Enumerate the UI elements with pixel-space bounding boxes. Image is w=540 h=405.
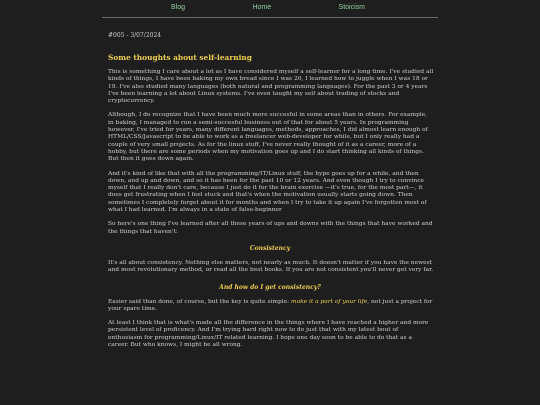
paragraph-6 (108, 299, 434, 314)
paragraph-2: Although, I do recognize that I have been much more succesful in some areas than in others. For example, in baking, I managed to run a semi-succesful business out of that for about 5 years. In programming however, I've tried for years, many different languages, methods, approaches, I did almost learn enough of HTML/CSS/Javascript to be able to work as a freelancer web-developer for while, but I only really had a couple of very small projects. As for the linux stuff, I've never really thought of it as a career, more of a hobby, but there are some periods when my motivation goes up and I do start thinking all kinds of things. But then it goes down again. (108, 112, 428, 163)
paragraph-6-end: , not just a project for your spare time. (108, 298, 433, 312)
paragraph-6-start: Easier said than done, of course, but the key is quite simple: (108, 298, 291, 305)
top-nav (102, 0, 438, 18)
paragraph-5: It's all about consistency. Nothing else matters, not nearly as much. It doesn't matter if you have the newest and most revolutionary method, or read all the best books. If you are not consistent you'll never get very far. (108, 259, 434, 274)
paragraph-3: And it's kind of like that with all the programming/IT/Linux stuff, the hype goes up for a while, and then down, and up and down, and so it has been for the past 10 or 12 years. And even though I try to convince myself that I really don't care, because I just do it for the brain exercise —it's true, for the most part—, it does get frustrating when I feel stuck and that's when the motivation usually starts going down. Then sometimes I completely forget about it for months and when I try to take it up again I've forgotten most of what I had learned. I'm always in a state of false-beginner (108, 170, 427, 214)
paragraph-7: At least I think that is what's made all the difference in the things where I have reached a higher and more persistent level of proficency. And I'm trying hard right now to do just that with my latest bout of enthusiasm for programming/Linux/IT related learning. I hope one day soon to be able to do that as a career. But who knows, I might be all wrong. (108, 320, 429, 349)
page-content (102, 0, 438, 349)
heading-consistency: Consistency (249, 244, 291, 252)
nav-link-stoicism[interactable]: Stoicism (338, 4, 365, 11)
post-title: Some thoughts about self-learning (108, 53, 252, 62)
heading-how-consistency: And how do I get consistency? (219, 283, 321, 291)
paragraph-4: So here's one thing I've learned after all these years of ups and downs with the things that have worked and the things that haven't: (108, 221, 433, 235)
post-date: #005 - 3/07/2024 (108, 32, 162, 39)
nav-link-home[interactable]: Home (252, 4, 272, 11)
nav-link-blog[interactable]: Blog (171, 4, 186, 11)
emphasis-link[interactable]: make it a part of your life (290, 298, 368, 305)
paragraph-1: This is something I care about a lot as I have considered myself a self-learner for a long time. I've studied all kinds of things, I have been baking my own bread since I was 20, I learned how to juggle when I was 18 or 19. I've also studied many languages (both natural and programming languages). For the past 3 or 4 years I've been learning a lot about Linux systems. I've even taught my self about trading of stocks and cryptocurrency. (108, 69, 434, 105)
